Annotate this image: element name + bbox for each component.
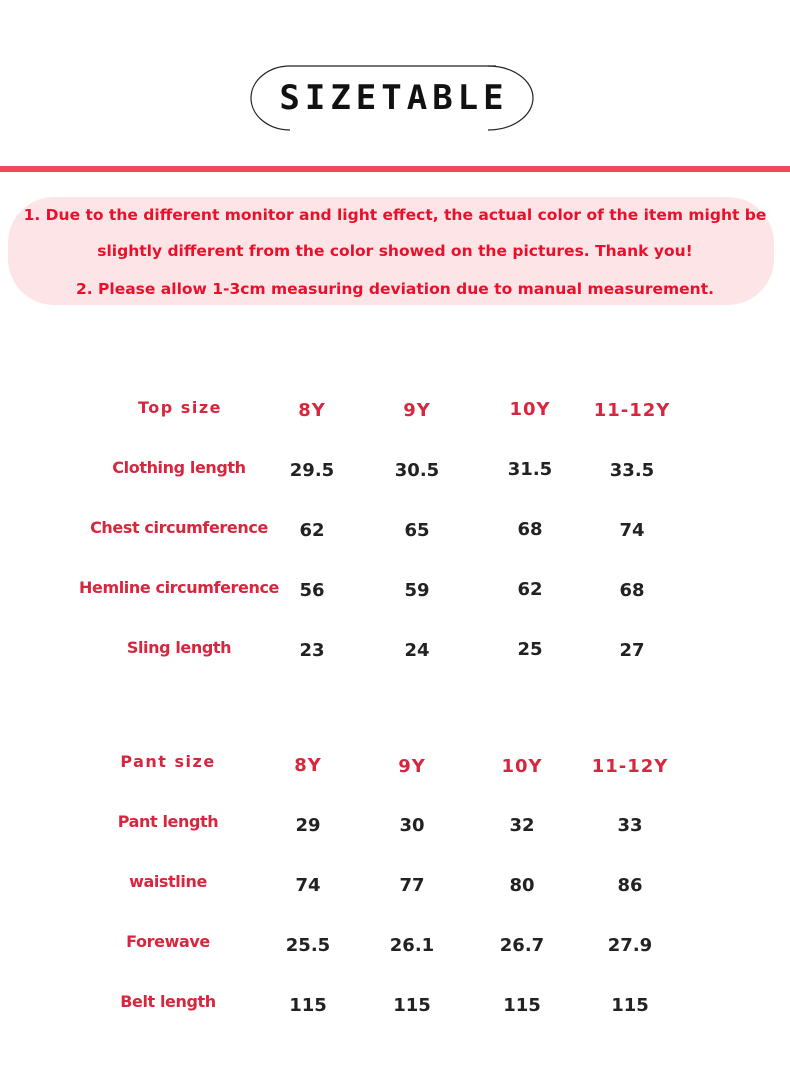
table-cell: 25.5 — [285, 935, 331, 956]
table-cell: 74 — [619, 520, 645, 541]
table-cell: 29.5 — [289, 460, 335, 481]
table-cell: 65 — [404, 520, 430, 541]
size-header: 11-12Y — [593, 400, 671, 421]
table-cell: 115 — [393, 995, 431, 1016]
table-cell: 86 — [617, 875, 643, 896]
row-label: Belt length — [120, 992, 216, 1011]
size-header: 10Y — [501, 756, 543, 777]
table-cell: 30.5 — [394, 460, 440, 481]
table-cell: 29 — [295, 815, 321, 836]
table-cell: 33 — [617, 815, 643, 836]
table-cell: 27 — [619, 640, 645, 661]
table-cell: 115 — [611, 995, 649, 1016]
row-label: Forewave — [126, 932, 210, 951]
table-cell: 80 — [509, 875, 535, 896]
size-header: 9Y — [403, 400, 431, 421]
size-header: 9Y — [398, 756, 426, 777]
table-cell: 115 — [289, 995, 327, 1016]
notice-line-3: 2. Please allow 1-3cm measuring deviation due to manual measurement. — [75, 280, 715, 298]
table-cell: 62 — [517, 579, 543, 600]
table-header-label: Top size — [138, 398, 222, 417]
divider — [0, 166, 790, 172]
notice-line-1: 1. Due to the different monitor and light effect, the actual color of the item might be — [23, 206, 767, 224]
table-cell: 74 — [295, 875, 321, 896]
table-cell: 68 — [619, 580, 645, 601]
table-cell: 59 — [404, 580, 430, 601]
table-cell: 32 — [509, 815, 535, 836]
size-header: 8Y — [294, 755, 322, 776]
table-header-label: Pant size — [120, 752, 216, 771]
row-label: waistline — [129, 872, 207, 891]
table-cell: 62 — [299, 520, 325, 541]
row-label: Hemline circumference — [79, 578, 279, 597]
row-label: Chest circumference — [90, 518, 268, 537]
row-label: Sling length — [126, 638, 232, 657]
table-cell: 24 — [404, 640, 430, 661]
row-label: Clothing length — [112, 458, 246, 477]
table-cell: 31.5 — [507, 459, 553, 480]
size-header: 10Y — [509, 399, 551, 420]
table-cell: 77 — [399, 875, 425, 896]
size-header: 8Y — [298, 400, 326, 421]
size-header: 11-12Y — [591, 756, 669, 777]
table-cell: 68 — [517, 519, 543, 540]
table-cell: 23 — [299, 640, 325, 661]
table-cell: 115 — [503, 995, 541, 1016]
table-cell: 27.9 — [607, 935, 653, 956]
row-label: Pant length — [117, 812, 219, 831]
table-cell: 56 — [299, 580, 325, 601]
table-cell: 25 — [517, 639, 543, 660]
title-badge — [248, 64, 540, 132]
table-cell: 30 — [399, 815, 425, 836]
page-title: SIZETABLE — [279, 78, 509, 118]
table-cell: 26.7 — [499, 935, 545, 956]
notice-line-2: slightly different from the color showed on the pictures. Thank you! — [97, 242, 693, 260]
table-cell: 26.1 — [389, 935, 435, 956]
table-cell: 33.5 — [609, 460, 655, 481]
